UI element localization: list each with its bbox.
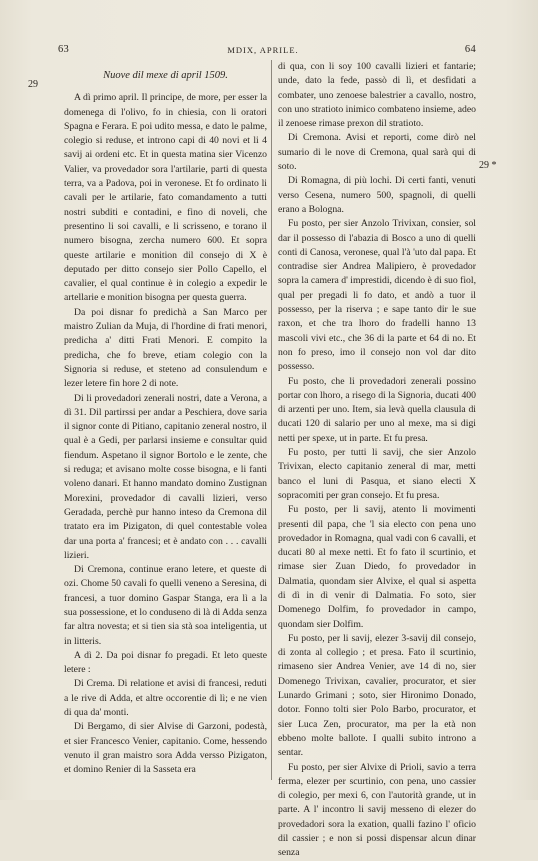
margin-number-right: 29 * [479, 160, 497, 171]
paragraph: Fu posto, per tutti li savij, che sier Anzolo Trivixan, electo capitanio zeneral di mar, metti banco el luni di Pasqua, et siano electi X sopracomiti per gran consejo. Et fu presa. [278, 447, 476, 501]
paragraph: Fu posto, per sier Anzolo Trivixan, consier, sol dar il possesso di l'abazia di Boscо a uno di quelli conti di Canosa, veronese, qual l'à 'uto dal papa. Et contradise sier Andrea Malipiero, è provedador sopra la camera d' imprestidi, dicendo è di suo fiol, qual per pregadi li fo dato, et andò a tuor il possesso, per la riserva ; e sape tanto dir le sue raxon, et che tra lhoro do fradelli hanno 13 mascoli vivi etc., che 36 di la parte et 64 di no. Et non fo preso, imo il consejo non vol dar dito possesso. [278, 218, 476, 373]
paragraph: A dì primo april. Il principe, de more, per esser la domenega di l'olivo, fo in chiesia, con li oratori Spagna e Ferara. E poi udito messa, e dato le palme, colegio si reduse, et introno capi di 40 novi et li 4 savij ai ordeni etc. Et in questa matina sier Vicenzo Valier, va provedador sora l'artilarie, parti di questa terra, va a Padova, poi in veronese. Et fo ordinato li cavali per le artilarie, fato comandamento a tutti nostri subditi e contadini, e fino di noveli, che presentino li soi cavalli, e li scrisseno, e torano il numero bisogna, zercha numero 600. Et sopra queste artilarie e monition dil consejo di X è deputado per ditto consejo sier Pollo Capello, el cavalier, el qual continue è in colegio a expedir le artellarie e monition bisogna per questa guerra. [64, 92, 267, 304]
paragraph: A dì 2. Da poi disnar fo pregadi. Et leto queste letere : [64, 649, 267, 676]
paragraph: Fu posto, per li savij, atento li movimenti presenti dil papa, che 'l sia electo con pena uno provedador in Romagna, qual vadi con 6 cavalli, et ducati 80 al mexe netti. Et fo fato il scurtinio, et rimase sier Zuan Diedo, fo provedador in Dalmatia, quondam sier Alvixe, el qual si aspetta di dì in dì venir di Dalmatia. Fo soto, sier Domenego Dolfim, fo provedador in campo, quondam sier Dolfim. [278, 504, 476, 630]
paragraph: Di Crema. Di relatione et avisi di francesi, reduti a le rive di Adda, et altre occorentie di lì; e ne vien di qua da' monti. [64, 678, 267, 719]
right-column [278, 60, 476, 861]
paragraph: Fu posto, che li provedadori zenerali possino portar con lhoro, a risego di la Signoria, ducati 400 di arzenti per uno. Item, sia levà quella clausula di ducati 120 di salario per uno al mexe, ma si digi netti per spexe, ut in parte. Et fu presa. [278, 375, 476, 444]
paragraph: Di Cremona, continue erano letere, et queste di ozi. Chome 50 cavali fo quelli veneno a Seresina, di francesi, a tuor domino Gaspar Stanga, era lì a la sua possessione, et lo conduseno di là di Adda senza far altra novesta; et si tien sia stà soa inteligentia, ut in litteris. [64, 564, 267, 647]
paragraph: Fu posto, per sier Alvixe di Prioli, savio a terra ferma, elezer per scurtinio, con pena, uno cassier di colegio, per mexi 6, con l'autorità grande, ut in parte. A l' incontro li savij messeno di elezer do provedadori sora la exation, qualli fazino l' oficio dil cassier ; e non si possi dispensar alcun dinar senza [278, 761, 476, 859]
paragraph: di qua, con li soy 100 cavalli lizieri et fantarie; unde, dato la fede, passò di lì, et desfidati a combater, uno zenoese balestrier a cavallo, nostro, con uno stratioto inimico combateno insieme, adeo il zenoese rimase prexon dil stratioto. [278, 61, 476, 130]
paragraph: Di Bergamo, di sier Alvise di Garzoni, podestà, et sier Francesco Venier, capitanio. Come, hessendo venuto il gran maistro sora Adda versso Pizigaton, et domino Renier di la Sasseta era [64, 721, 267, 776]
paragraph: Da poi disnar fo predichà a San Marco per maistro Zulian da Muja, di l'hordine di frati menori, predicha a' ditti Frati Menori. E compito la predicha, che fo breve, etiam colegio con la Signoria si reduse, et steteno ad consulendum e lezer letere fin hore 2 di note. [64, 306, 267, 390]
margin-number-left: 29 [28, 79, 38, 90]
paragraph: Di Cremona. Avisi et reporti, come dirò nel sumario di le nove di Cremona, qual sarà qui di soto. [278, 132, 476, 173]
page-number-left: 63 [58, 44, 70, 55]
paragraph: Di Romagna, di più lochi. Di certi fanti, venuti verso Cesena, numero 500, spagnoli, di quelli erano a Bologna. [278, 175, 476, 215]
paragraph: Di li provedadori zenerali nostri, date a Verona, a dì 31. Dil partirssi per andar a Peschiera, dove saria il signor conte di Pitiano, capitanio zeneral nostro, il qual è a Gedi, per parlarsi insieme e consultar quid fiendum. Aspetano il signor Bortolo e le zente, che si reduga; et avisano molte cosse bisogna, e li fanti voleno danari. Et hanno mandato domino Zustignan Morexini, provedador di cavalli lizieri, verso Geradada, perchè pur hanno inteso da Cremona dil tratato era im Pizigaton, di quel contestable volea dar una porta a' francesi; et è andato con . . . cavalli lizieri. [64, 392, 267, 561]
page-number-right: 64 [464, 44, 476, 55]
column-divider [271, 60, 272, 780]
section-title: Nuove dil mexe di april 1509. [103, 70, 228, 81]
running-title: MDIX, APRILE. [227, 45, 299, 55]
running-header [50, 44, 476, 58]
paragraph: Fu posto, per li savij, elezer 3-savij dil consejo, di zonta al collegio ; et presa. Fato il scurtinio, rimaseno sier Andrea Venier, ave 14 di no, sier Domenego Trivixan, cavalier, procurator, et sier Lunardo Grimani ; soto, sier Hironimo Donado, dotor. Fonno tolti sier Polo Barbo, procurator, et sier Luca Zen, procurator, ma per la età non ebbeno molte ballote. I qualli subito introno a sentar. [278, 632, 476, 759]
left-column [64, 68, 267, 778]
